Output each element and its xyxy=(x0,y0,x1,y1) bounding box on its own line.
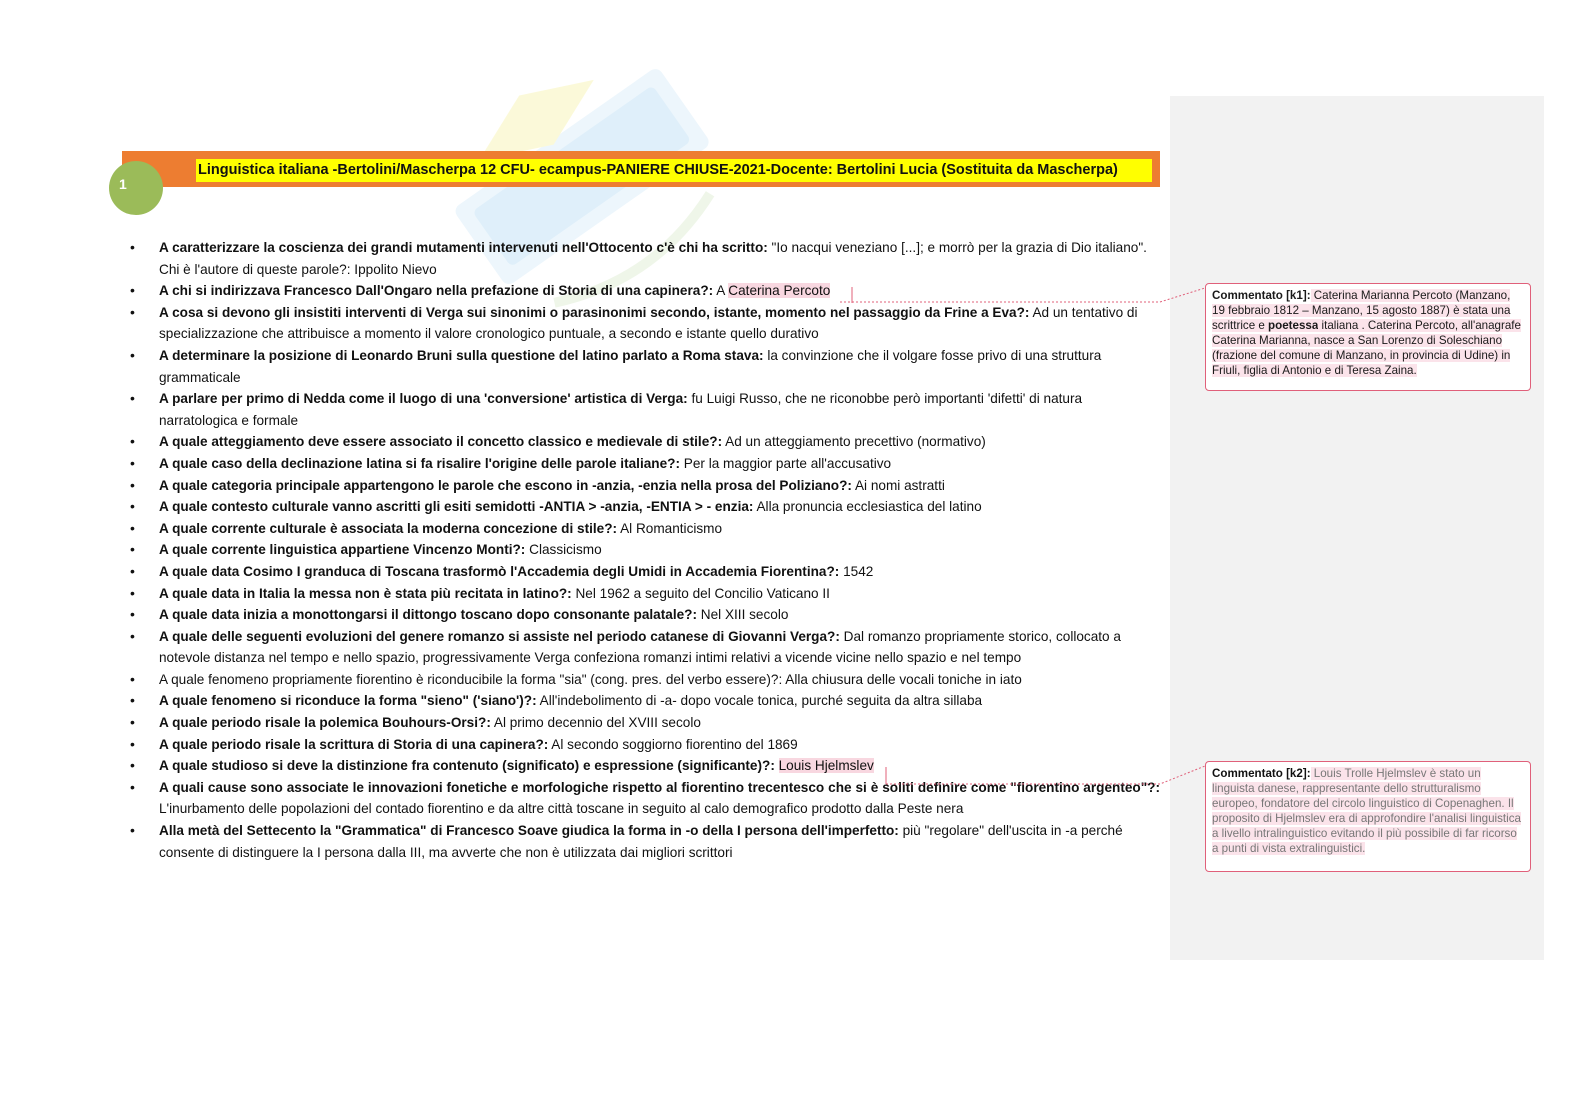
question-text: A quale delle seguenti evoluzioni del genere romanzo si assiste nel periodo catanese di Giovanni Verga?: xyxy=(159,628,840,644)
list-item xyxy=(130,583,1160,605)
list-item xyxy=(130,518,1160,540)
list-item xyxy=(130,712,1160,734)
list-item xyxy=(130,690,1160,712)
list-item xyxy=(130,302,1160,345)
answer-text: Al Romanticismo xyxy=(617,520,723,536)
question-text: A quale corrente culturale è associata la moderna concezione di stile?: xyxy=(159,520,618,536)
answer-text: Ad un tentativo di specializzazione che attribuisce a momento il valore cronologico puntuale, a secondo e istante quello durativo xyxy=(159,304,1138,342)
comment-label: Commentato [k2]: xyxy=(1212,767,1311,780)
answer-text: Alla chiusura delle vocali toniche in iato xyxy=(782,671,1022,687)
comment-k1[interactable] xyxy=(1205,283,1531,391)
list-item xyxy=(130,604,1160,626)
list-item xyxy=(130,669,1160,691)
question-text: A quale caso della declinazione latina si fa risalire l'origine delle parole italiane?: xyxy=(159,455,680,471)
question-text: A chi si indirizzava Francesco Dall'Ongaro nella prefazione di Storia di una capinera?: xyxy=(159,283,714,299)
list-item xyxy=(130,280,1160,302)
question-text: A quale data in Italia la messa non è stata più recitata in latino?: xyxy=(159,585,572,601)
comment-k2[interactable] xyxy=(1205,761,1531,872)
comment-body-pre: Caterina Marianna Percoto (Manzano, 19 febbraio 1812 – Manzano, 15 agosto 1887) è stata una scrittrice e xyxy=(1212,289,1511,332)
answer-text: A xyxy=(713,283,729,299)
commented-answer-highlight[interactable]: Louis Hjelmslev xyxy=(778,758,874,774)
answer-text: Al primo decennio del XVIII secolo xyxy=(490,715,701,731)
list-item xyxy=(130,561,1160,583)
list-item xyxy=(130,388,1160,431)
answer-text: L'inurbamento delle popolazioni del contado fiorentino e da altre città toscane in seguito al calo demografico prodotto dalla Peste nera xyxy=(159,801,964,817)
comment-body-bold: poetessa xyxy=(1268,319,1319,332)
question-text: A quale studioso si deve la distinzione fra contenuto (significato) e espressione (significante)?: xyxy=(159,758,775,774)
list-item xyxy=(130,496,1160,518)
list-item xyxy=(130,755,1160,777)
answer-text: la convinzione che il volgare fosse privo di una struttura grammaticale xyxy=(159,347,1102,385)
question-text: A quale periodo risale la scrittura di Storia di una capinera?: xyxy=(159,736,549,752)
answer-text: "Io nacqui veneziano [...]; e morrò per la grazia di Dio italiano". Chi è l'autore di queste parole?: Ippolito Nievo xyxy=(159,240,1147,277)
comment-body: Louis Trolle Hjelmslev è stato un linguista danese, rappresentante dello strutturalismo europeo, fondatore del circolo linguistico di Copenaghen. Il proposito di Hjelmslev era di approfondire l'analisi linguistica a livello intralinguistico evitando il più possibile di far ricorso a punti di vista extralinguistici. xyxy=(1212,767,1521,855)
list-item xyxy=(130,453,1160,475)
list-item xyxy=(130,734,1160,756)
question-text: A quali cause sono associate le innovazioni fonetiche e morfologiche rispetto al fiorentino trecentesco che si è soliti definire come "fiorentino argenteo"?: xyxy=(159,779,1160,795)
question-text: A quale fenomeno propriamente fiorentino è riconducibile la forma "sia" (cong. pres. del verbo essere)?: xyxy=(159,671,783,687)
answer-text: più "regolare" dell'uscita in -a perché consente di distinguere la I persona dalla III, ma avverte che non è utilizzata dai migliori scrittori xyxy=(159,823,1123,860)
answer-text: 1542 xyxy=(839,563,874,579)
list-item xyxy=(130,475,1160,497)
comment-body-post: italiana . Caterina Percoto, all'anagrafe Caterina Marianna, nasce a San Lorenzo di Soleschiano (frazione del comune di Manzano, in provincia di Udine) in Friuli, figlia di Antonio e di Teresa Zaina. xyxy=(1212,319,1521,377)
commented-answer-highlight[interactable]: Caterina Percoto xyxy=(728,283,831,299)
answer-text: All'indebolimento di -a- dopo vocale tonica, purché seguita da altra sillaba xyxy=(536,693,983,709)
answer-text: Alla pronuncia ecclesiastica del latino xyxy=(753,499,982,515)
list-item xyxy=(130,539,1160,561)
question-text: A quale data Cosimo I granduca di Toscana trasformò l'Accademia degli Umidi in Accademia Fiorentina?: xyxy=(159,563,840,579)
question-text: A quale data inizia a monottongarsi il dittongo toscano dopo consonante palatale?: xyxy=(159,607,697,623)
list-item xyxy=(130,626,1160,669)
question-text: A parlare per primo di Nedda come il luogo di una 'conversione' artistica di Verga: xyxy=(159,391,688,407)
list-item xyxy=(130,820,1160,863)
list-item xyxy=(130,345,1160,388)
comment-label: Commentato [k1]: xyxy=(1212,289,1311,302)
answer-text: Classicismo xyxy=(525,542,602,558)
question-text: A quale fenomeno si riconduce la forma "sieno" ('siano')?: xyxy=(159,693,537,709)
list-item xyxy=(130,237,1160,280)
answer-text: Dal romanzo propriamente storico, collocato a notevole distanza nel tempo e nello spazio, progressivamente Verga confeziona romanzi intimi relativi a vicende vicine nello spazio e nel tempo xyxy=(159,628,1121,666)
answer-text: Per la maggior parte all'accusativo xyxy=(679,455,892,471)
question-text: A quale corrente linguistica appartiene Vincenzo Monti?: xyxy=(159,542,526,558)
list-item xyxy=(130,777,1160,820)
question-text: A caratterizzare la coscienza dei grandi mutamenti intervenuti nell'Ottocento c'è chi ha scritto: xyxy=(159,240,768,255)
answer-text: Ad un atteggiamento precettivo (normativo) xyxy=(722,434,986,450)
question-text: A determinare la posizione di Leonardo Bruni sulla questione del latino parlato a Roma stava: xyxy=(159,347,764,363)
question-text: A quale atteggiamento deve essere associato il concetto classico e medievale di stile?: xyxy=(159,434,723,450)
question-text: A quale periodo risale la polemica Bouhours-Orsi?: xyxy=(159,715,491,731)
answer-text: Nel XIII secolo xyxy=(697,607,789,623)
question-text: A cosa si devono gli insistiti interventi di Verga sui sinonimi o parasinonimi secondo, istante, momento nel passaggio da Frine a Eva?: xyxy=(159,304,1030,320)
answer-text: Ai nomi astratti xyxy=(851,477,945,493)
answer-text: Nel 1962 a seguito del Concilio Vaticano II xyxy=(571,585,830,601)
answer-text: Al secondo soggiorno fiorentino del 1869 xyxy=(548,736,798,752)
page-title: Linguistica italiana -Bertolini/Mascherpa 12 CFU- ecampus-PANIERE CHIUSE-2021-Docente: Bertolini Lucia (Sostituita da Mascherpa) xyxy=(196,159,1152,182)
question-text: A quale categoria principale appartengono le parole che escono in -anzia, -enzia nella prosa del Poliziano?: xyxy=(159,477,852,493)
answer-text: fu Luigi Russo, che ne riconobbe però importanti 'difetti' di natura narratologica e formale xyxy=(159,391,1083,428)
page-number-badge: 1 xyxy=(109,161,163,215)
question-text: A quale contesto culturale vanno ascritti gli esiti semidotti -ANTIA > -anzia, -ENTIA > - enzia: xyxy=(159,499,754,515)
question-text: Alla metà del Settecento la "Grammatica" di Francesco Soave giudica la forma in -o della I persona dell'imperfetto: xyxy=(159,823,899,839)
list-item xyxy=(130,431,1160,453)
question-list xyxy=(130,237,1160,863)
